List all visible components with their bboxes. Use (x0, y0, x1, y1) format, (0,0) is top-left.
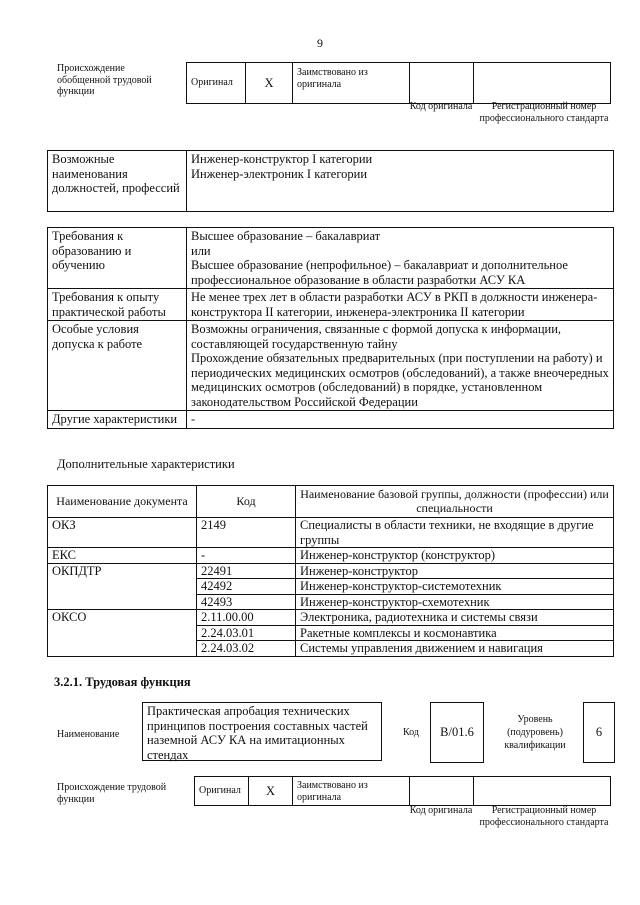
reg-cell (474, 777, 611, 806)
header-name: Наименование базовой группы, должности (профессии) или специальности (296, 486, 614, 518)
experience-value: Не менее трех лет в области разработки АСУ в РКП в должности инженера-конструктора II категории, инженера-электроника II категории (187, 289, 614, 321)
education-line: или (191, 243, 211, 258)
caption-reg: Регистрационный номер профессионального стандарта (479, 805, 609, 828)
function-code: B/01.6 (430, 702, 484, 763)
okz-doc: ОКЗ (48, 518, 197, 548)
okpdtr-name: Инженер-конструктор-схемотехник (296, 594, 614, 610)
education-line: Высшее образование (непрофильное) – бакалавриат и дополнительное профессиональное образование в области разработки АСУ КА (191, 258, 568, 287)
positions-label: Возможные наименования должностей, профессий (48, 151, 187, 212)
okpdtr-name: Инженер-конструктор (296, 563, 614, 579)
positions-table (47, 150, 614, 212)
okso-name: Системы управления движением и навигация (296, 641, 614, 657)
education-line: Высшее образование – бакалавриат (191, 229, 381, 243)
name-label: Наименование (57, 729, 120, 740)
additional-table (47, 485, 614, 657)
eks-code: - (197, 548, 296, 564)
caption-code: Код оригинала (409, 805, 473, 816)
education-label: Требования к образованию и обучению (48, 228, 187, 289)
code-label: Код (403, 727, 419, 738)
eks-name: Инженер-конструктор (конструктор) (296, 548, 614, 564)
okz-code: 2149 (197, 518, 296, 548)
okso-doc: ОКСО (48, 610, 197, 626)
positions-values (187, 151, 614, 212)
conditions-line: Прохождение обязательных предварительных (при поступлении на работу) и периодических медицинских осмотров (обследований), а также внеочередных медицинских осмотров (обследований) в порядке, установленном законодательством Российской Федерации (191, 351, 609, 409)
original-mark: X (249, 777, 293, 806)
level-label: Уровень (подуровень) квалификации (504, 714, 566, 751)
conditions-label: Особые условия допуска к работе (48, 321, 187, 411)
okso-name: Электроника, радиотехника и системы связи (296, 610, 614, 626)
original-cell: Оригинал (187, 63, 246, 104)
conditions-value (187, 321, 614, 411)
eks-doc: ЕКС (48, 548, 197, 564)
origin-label: Происхождение трудовой функции (57, 782, 167, 805)
okpdtr-code: 42493 (197, 594, 296, 610)
position-item: Инженер-электроник I категории (191, 166, 368, 181)
origin-table (186, 62, 611, 104)
borrowed-cell: Заимствовано из оригинала (293, 63, 410, 104)
function-title: 3.2.1. Трудовая функция (54, 675, 191, 689)
borrowed-cell: Заимствовано из оригинала (293, 777, 410, 806)
function-name: Практическая апробация технических принципов построения составных частей наземной АСУ КА на имитационных стендах (142, 702, 382, 761)
education-value (187, 228, 614, 289)
origin-label: Происхождение обобщенной трудовой функции (57, 63, 152, 97)
okpdtr-doc: ОКПДТР (48, 563, 197, 579)
experience-label: Требования к опыту практической работы (48, 289, 187, 321)
code-cell (410, 63, 474, 104)
other-label: Другие характеристики (48, 411, 187, 429)
original-cell: Оригинал (195, 777, 249, 806)
okso-name: Ракетные комплексы и космонавтика (296, 625, 614, 641)
function-level: 6 (583, 702, 615, 763)
caption-reg: Регистрационный номер профессионального стандарта (479, 101, 609, 124)
okz-name: Специалисты в области техники, не входящие в другие группы (296, 518, 614, 548)
position-item: Инженер-конструктор I категории (191, 152, 373, 166)
okpdtr-name: Инженер-конструктор-системотехник (296, 579, 614, 595)
okso-code: 2.24.03.02 (197, 641, 296, 657)
header-code: Код (197, 486, 296, 518)
reg-cell (474, 63, 611, 104)
origin-table (194, 776, 611, 806)
original-mark: X (246, 63, 293, 104)
conditions-line: Возможны ограничения, связанные с формой допуска к информации, составляющей государственную тайну (191, 322, 562, 351)
okpdtr-code: 22491 (197, 563, 296, 579)
code-cell (410, 777, 474, 806)
okso-code: 2.11.00.00 (197, 610, 296, 626)
header-doc: Наименование документа (48, 486, 197, 518)
okpdtr-code: 42492 (197, 579, 296, 595)
additional-title: Дополнительные характеристики (57, 457, 235, 471)
page-number: 9 (317, 36, 323, 50)
caption-code: Код оригинала (409, 101, 473, 112)
other-value: - (187, 411, 614, 429)
okso-code: 2.24.03.01 (197, 625, 296, 641)
requirements-table (47, 227, 614, 429)
